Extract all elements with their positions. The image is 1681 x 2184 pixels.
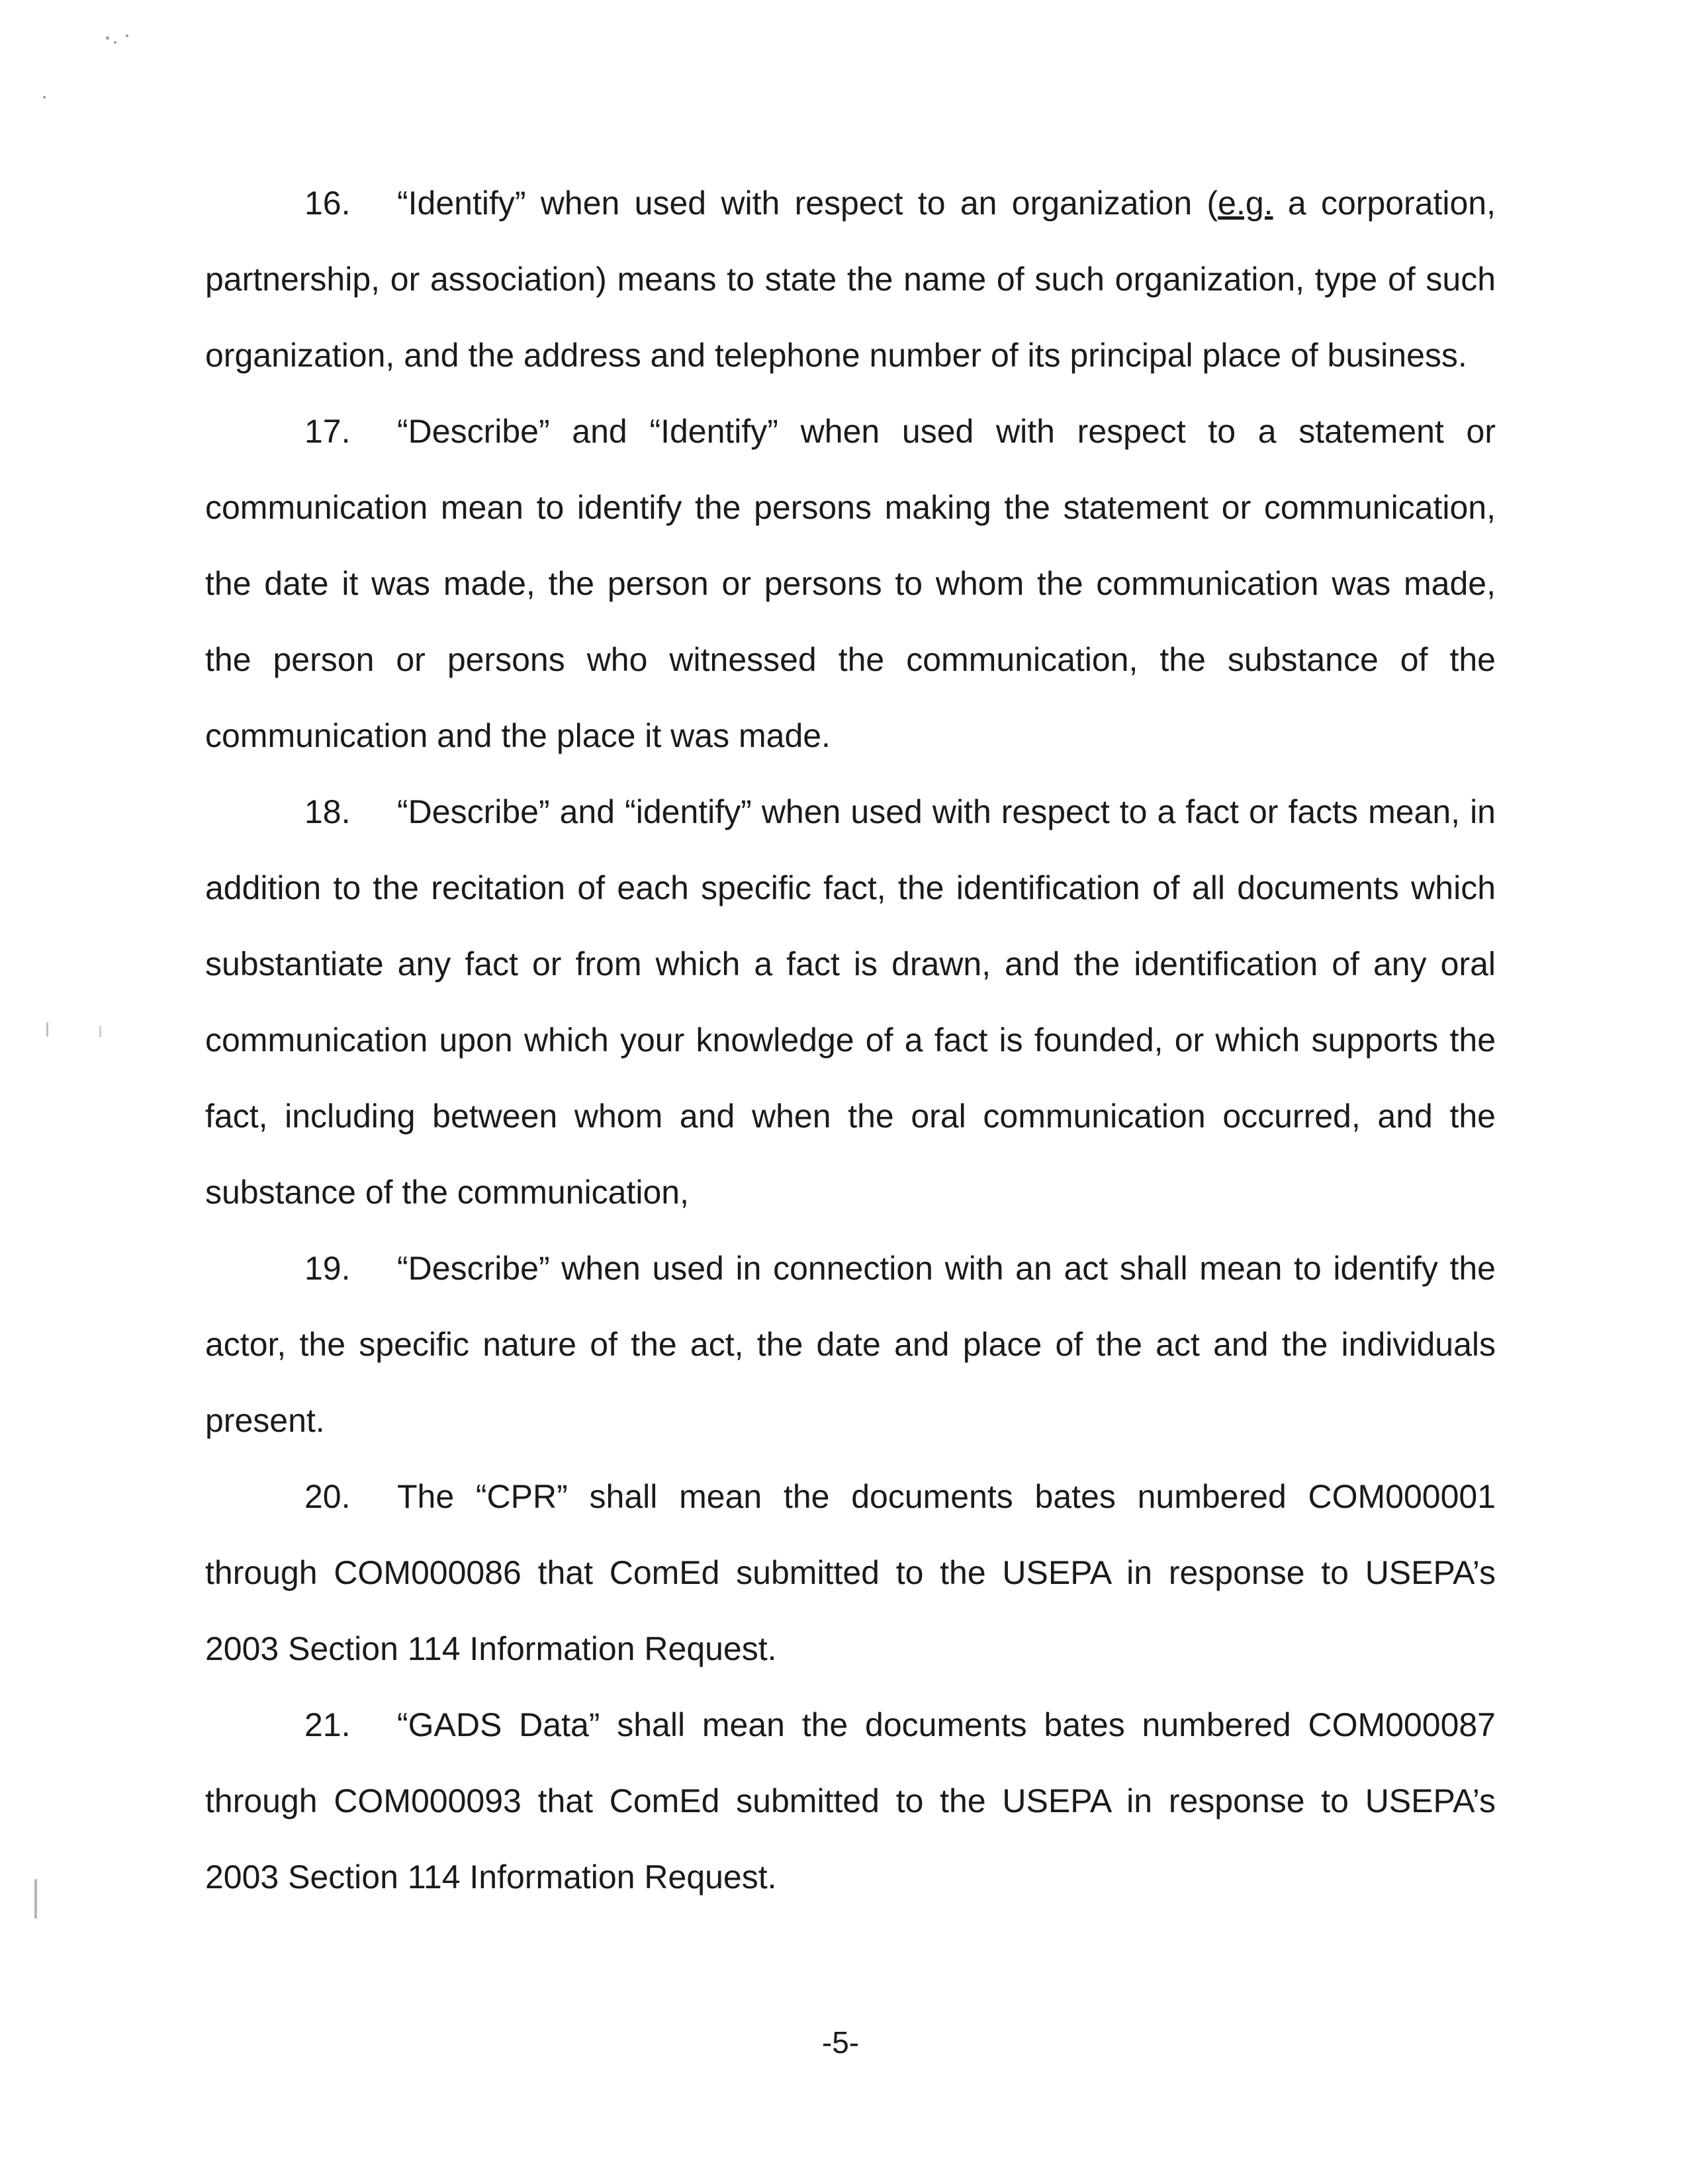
paragraph-18 — [205, 774, 1496, 1231]
paragraph-text: The “CPR” shall mean the documents bates numbered COM000001 through COM000086 that ComEd submitted to the USEPA in response to USEPA’s 2003 Section 114 Information Request. — [205, 1478, 1496, 1667]
paragraph-text-continued: a corporation, partnership, or association) means to state the name of such organization, type of such organization, and the address and telephone number of its principal place of business. — [205, 185, 1496, 374]
page-number: -5- — [821, 2025, 860, 2060]
scan-speck — [43, 96, 46, 99]
scan-speck — [126, 34, 128, 37]
paragraph-20 — [205, 1459, 1496, 1687]
paragraph-21 — [205, 1687, 1496, 1915]
paragraph-text: “Describe” and “identify” when used with respect to a fact or facts mean, in addition to the recitation of each specific fact, the identification of all documents which substantiate any fact or from which a fact is drawn, and the identification of any oral communication upon which your knowledge of a fact is founded, or which supports the fact, including between whom and when the oral communication occurred, and the substance of the communication, — [205, 793, 1496, 1211]
paragraph-text: “GADS Data” shall mean the documents bates numbered COM000087 through COM000093 that ComEd submitted to the USEPA in response to USEPA’s 2003 Section 114 Information Request. — [205, 1706, 1496, 1896]
scan-speck — [106, 36, 109, 40]
paragraph-17 — [205, 394, 1496, 774]
paragraph-number: 17. — [304, 413, 351, 450]
scan-speck — [99, 1026, 101, 1037]
scan-speck — [114, 41, 116, 44]
underlined-abbreviation: e.g. — [1218, 185, 1273, 222]
paragraph-number: 20. — [304, 1478, 351, 1515]
paragraph-number: 21. — [304, 1706, 351, 1743]
paragraph-19 — [205, 1231, 1496, 1459]
paragraph-number: 18. — [304, 793, 351, 830]
paragraph-16 — [205, 165, 1496, 394]
paragraph-text: “Describe” when used in connection with an act shall mean to identify the actor, the specific nature of the act, the date and place of the act and the individuals present. — [205, 1250, 1496, 1439]
paragraph-text: “Describe” and “Identify” when used with respect to a statement or communication mean to identify the persons making the statement or communication, the date it was made, the person or persons to whom the communication was made, the person or persons who witnessed the communication, the substance of the communication and the place it was made. — [205, 413, 1496, 754]
scan-speck — [34, 1879, 37, 1919]
paragraph-text: “Identify” when used with respect to an organization ( — [397, 185, 1218, 222]
scan-speck — [46, 1022, 48, 1037]
paragraph-number: 16. — [304, 185, 351, 222]
paragraph-number: 19. — [304, 1250, 351, 1287]
